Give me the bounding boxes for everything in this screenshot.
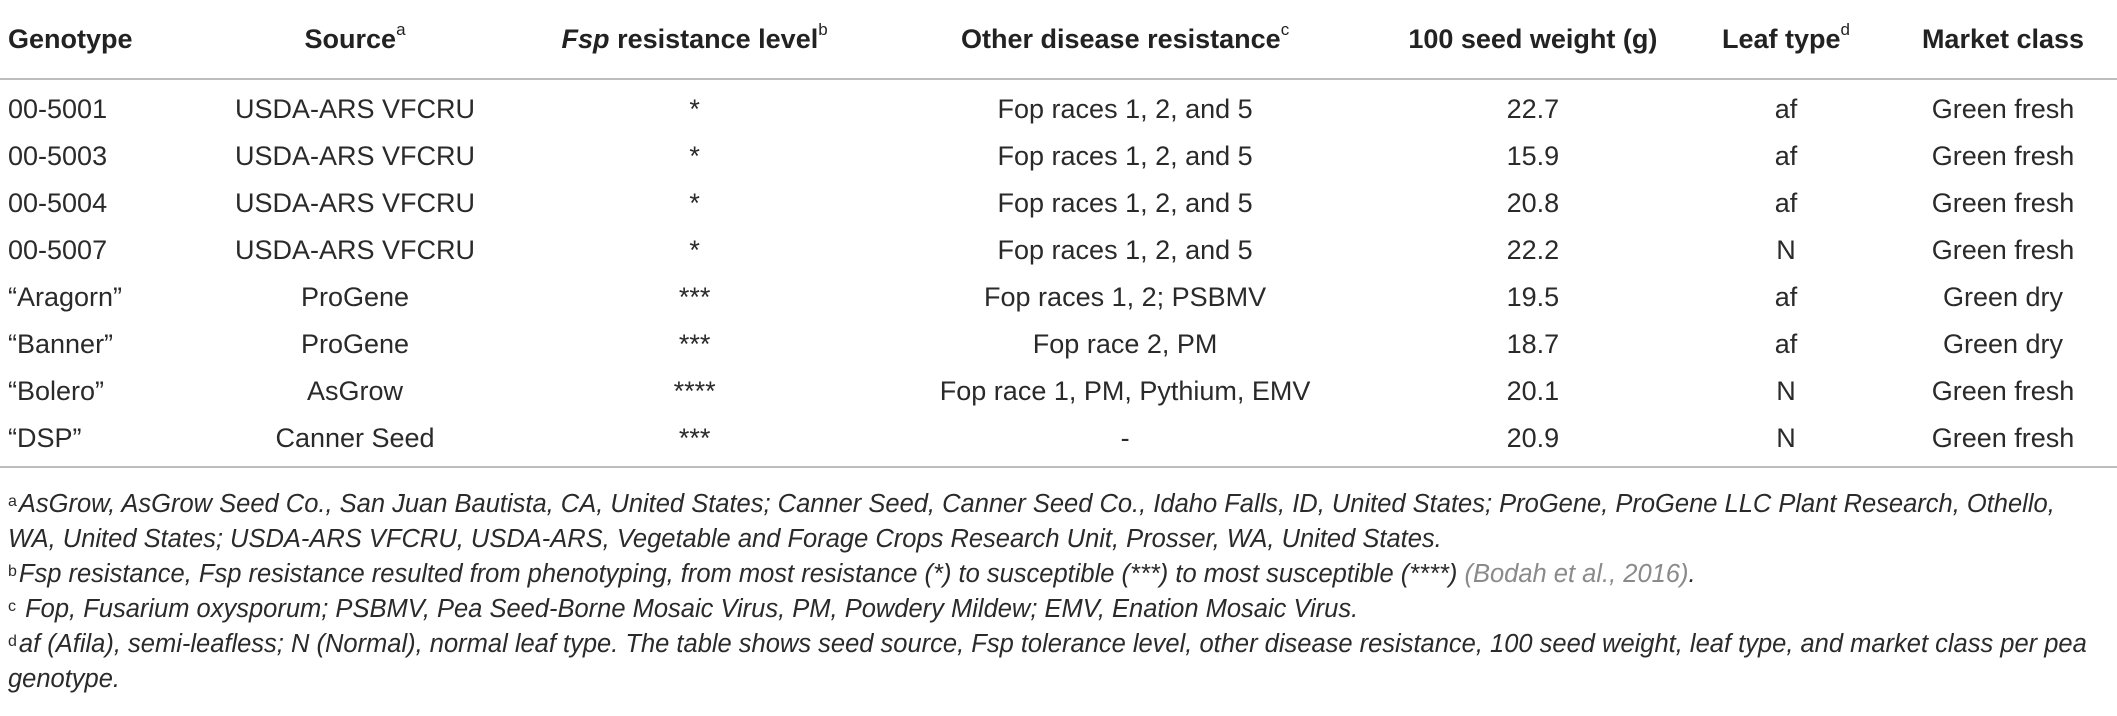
cell-source: ProGene bbox=[300, 282, 410, 312]
cell-genotype: 00-5003 bbox=[8, 141, 108, 171]
footnote-a-text: AsGrow, AsGrow Seed Co., San Juan Bautista, CA, United States; Canner Seed, Canner Seed Co., Idaho Falls, ID, United States; ProGene, ProGene LLC Plant Research, Othello, WA, United States; USDA-ARS VFCRU, USDA-ARS, Vegetable and Forage Crops Research Unit, Prosser, WA, United States. bbox=[8, 490, 2055, 553]
header-fsp-italic: Fsp bbox=[561, 23, 610, 54]
header-fsp-resistance bbox=[522, 0, 868, 79]
header-fsp-label: resistance level bbox=[609, 23, 819, 54]
cell-leaf: N bbox=[1683, 415, 1889, 467]
cell-market: Green fresh bbox=[1931, 376, 2075, 406]
cell-source: ProGene bbox=[300, 329, 410, 359]
table-row bbox=[0, 415, 2117, 467]
cell-genotype: 00-5007 bbox=[8, 235, 108, 265]
cell-source: USDA-ARS VFCRU bbox=[235, 235, 476, 265]
header-genotype-label: Genotype bbox=[8, 23, 133, 54]
table-footnotes bbox=[8, 487, 2108, 697]
cell-source: Canner Seed bbox=[188, 415, 521, 467]
header-market-class bbox=[1889, 0, 2117, 79]
cell-fsp: * bbox=[689, 141, 700, 171]
cell-seed: 20.9 bbox=[1383, 415, 1683, 467]
header-row bbox=[0, 0, 2117, 79]
cell-leaf: af bbox=[1774, 188, 1798, 218]
cell-seed: 20.8 bbox=[1506, 188, 1560, 218]
footnote-c bbox=[8, 592, 2108, 627]
header-other-label: Other disease resistance bbox=[961, 23, 1281, 54]
cell-genotype: “Aragorn” bbox=[8, 282, 123, 312]
cell-fsp: * bbox=[689, 94, 700, 124]
footnote-b-end: . bbox=[1688, 560, 1696, 588]
cell-market: Green fresh bbox=[1889, 415, 2117, 467]
cell-seed: 22.7 bbox=[1506, 94, 1560, 124]
footnote-c-text: Fop, Fusarium oxysporum; PSBMV, Pea Seed-Borne Mosaic Virus, PM, Powdery Mildew; EMV, Enation Mosaic Virus. bbox=[18, 595, 1359, 623]
footnote-d-marker: d bbox=[8, 633, 17, 650]
cell-other: Fop race 1, PM, Pythium, EMV bbox=[939, 376, 1311, 406]
footnote-marker-d: d bbox=[1840, 19, 1850, 39]
header-seed-label: 100 seed weight (g) bbox=[1408, 23, 1658, 54]
cell-leaf: af bbox=[1774, 282, 1798, 312]
cell-genotype: 00-5001 bbox=[8, 94, 108, 124]
footnote-b-text: Fsp resistance, Fsp resistance resulted from phenotyping, from most resistance (*) to susceptible (***) to most susceptible (****) bbox=[18, 560, 1465, 588]
cell-source: AsGrow bbox=[307, 376, 404, 406]
cell-other: Fop races 1, 2, and 5 bbox=[997, 235, 1253, 265]
table-row bbox=[0, 79, 2117, 133]
footnote-marker-c: c bbox=[1280, 19, 1290, 39]
cell-leaf: af bbox=[1774, 141, 1798, 171]
table-header bbox=[0, 0, 2117, 79]
cell-fsp: *** bbox=[522, 415, 868, 467]
cell-seed: 22.2 bbox=[1506, 235, 1560, 265]
cell-source: USDA-ARS VFCRU bbox=[235, 94, 476, 124]
cell-fsp: * bbox=[689, 188, 700, 218]
header-source-label: Source bbox=[304, 23, 397, 54]
header-other-disease bbox=[867, 0, 1382, 79]
footnote-d-text: af (Afila), semi-leafless; N (Normal), normal leaf type. The table shows seed source, Fsp tolerance level, other disease resistance, 100 seed weight, leaf type, and market class per pea genotype. bbox=[8, 630, 2087, 693]
cell-genotype: 00-5004 bbox=[8, 188, 108, 218]
footnote-b-marker: b bbox=[8, 563, 17, 580]
cell-source: USDA-ARS VFCRU bbox=[235, 188, 476, 218]
cell-market: Green fresh bbox=[1931, 141, 2075, 171]
table-body bbox=[0, 79, 2117, 467]
cell-fsp: *** bbox=[678, 329, 711, 359]
header-leaf-label: Leaf type bbox=[1721, 23, 1841, 54]
cell-market: Green fresh bbox=[1931, 94, 2075, 124]
cell-genotype: “Bolero” bbox=[8, 376, 105, 406]
header-leaf-type bbox=[1683, 0, 1889, 79]
cell-seed: 18.7 bbox=[1506, 329, 1560, 359]
table-row bbox=[0, 133, 2117, 180]
footnote-a bbox=[8, 487, 2108, 557]
table-row bbox=[0, 227, 2117, 274]
cell-fsp: **** bbox=[673, 376, 716, 406]
footnote-c-marker: c bbox=[8, 598, 16, 615]
cell-other: Fop races 1, 2, and 5 bbox=[997, 94, 1253, 124]
cell-market: Green fresh bbox=[1931, 235, 2075, 265]
cell-leaf: N bbox=[1776, 376, 1796, 406]
footnote-d bbox=[8, 627, 2108, 697]
cell-seed: 20.1 bbox=[1506, 376, 1560, 406]
cell-leaf: N bbox=[1776, 235, 1796, 265]
cell-other: Fop races 1, 2; PSBMV bbox=[984, 282, 1267, 312]
cell-seed: 15.9 bbox=[1506, 141, 1560, 171]
cell-genotype: “Banner” bbox=[8, 329, 114, 359]
cell-market: Green dry bbox=[1942, 282, 2064, 312]
cell-fsp: *** bbox=[678, 282, 711, 312]
cell-leaf: af bbox=[1774, 329, 1798, 359]
cell-other: Fop races 1, 2, and 5 bbox=[997, 188, 1253, 218]
table-row bbox=[0, 321, 2117, 368]
table-row bbox=[0, 274, 2117, 321]
footnote-marker-a: a bbox=[396, 19, 406, 39]
citation-link[interactable]: (Bodah et al., 2016) bbox=[1464, 560, 1689, 588]
cell-other: Fop race 2, PM bbox=[1032, 329, 1218, 359]
footnote-marker-b: b bbox=[818, 19, 828, 39]
table-row bbox=[0, 180, 2117, 227]
header-seed-weight bbox=[1383, 0, 1683, 79]
cell-source: USDA-ARS VFCRU bbox=[235, 141, 476, 171]
table-row bbox=[0, 368, 2117, 415]
cell-market: Green dry bbox=[1942, 329, 2064, 359]
footnote-a-marker: a bbox=[8, 493, 17, 510]
cell-other: - bbox=[867, 415, 1382, 467]
cell-other: Fop races 1, 2, and 5 bbox=[997, 141, 1253, 171]
header-source bbox=[188, 0, 521, 79]
cell-fsp: * bbox=[689, 235, 700, 265]
header-market-label: Market class bbox=[1921, 23, 2085, 54]
header-genotype bbox=[0, 0, 188, 79]
footnote-b bbox=[8, 557, 2108, 592]
cell-seed: 19.5 bbox=[1506, 282, 1560, 312]
cell-leaf: af bbox=[1774, 94, 1798, 124]
cell-market: Green fresh bbox=[1931, 188, 2075, 218]
cell-genotype: “DSP” bbox=[0, 415, 188, 467]
